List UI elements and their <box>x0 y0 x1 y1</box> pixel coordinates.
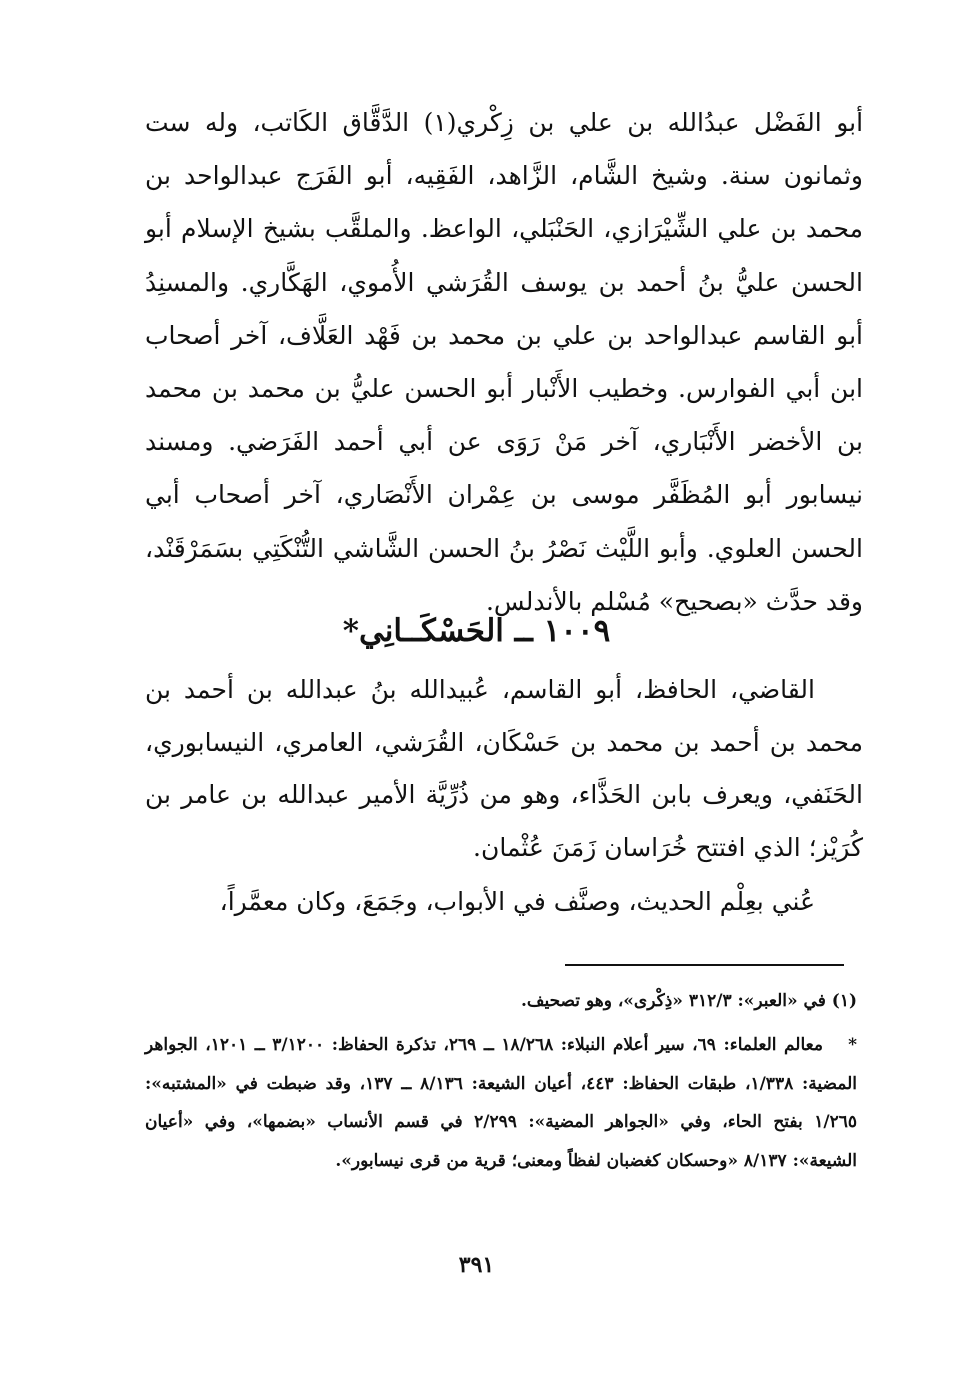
page-number: ٣٩١ <box>458 1252 495 1278</box>
entry-1009-paragraph-2: عُني بعِلْم الحديث، وصنَّف في الأبواب، وجَمَعَ، وكان معمَّراً، <box>219 887 815 916</box>
footnote-separator <box>565 964 844 966</box>
footnote-star-marker: * <box>848 1035 857 1055</box>
entry-1009-body <box>145 664 863 874</box>
footnote-1: (١) في «العبر»: ٣١٢/٣ «ذِكْرى»، وهو تصحيف. <box>520 991 857 1011</box>
entry-1008-tail-paragraph: أبو الفَضْل عبدُالله بن علي بن زِكْري(١) الدَّقَّاق الكَاتب، وله ست وثمانون سنة. وشيخ الشَّام، الزَّاهد، الفَقِيه، أبو الفَرَج عبدالواحد بن محمد بن علي الشِّيْرَازي، الحَنْبَلي، الواعظ. والملقَّب بشيخ الإسلام أبو الحسن عليُّ بنُ أحمد بن يوسف القُرَشي الأُموي، الهَكَّاري. والمسنِدُ أبو القاسم عبدالواحد بن علي بن محمد بن فَهْد العَلَّاف، آخر أصحاب ابن أبي الفوارس. وخطيب الأَنْبار أبو الحسن عليُّ بن محمد بن محمد بن الأخضر الأَنْبَاري، آخر مَنْ رَوَى عن أبي أحمد الفَرَضي. ومسند نيسابور أبو المُظَفَّر موسى بن عِمْران الأَنْصَاري، آخر أصحاب أبي الحسن العلوي. وأبو اللَّيْث نَصْرُ بنُ الحسن الشَّاشي التُّنْكَتِي بسَمَرْقَنْد، وقد حدَّث «بصحيح» مُسْلم بالأندلس. <box>145 108 864 616</box>
entry-1009-paragraph-1: القاضي، الحافظ، أبو القاسم، عُبيدالله بنُ عبدالله بن أحمد بن محمد بن أحمد بن محمد بن حَسْكَان، القُرَشي، العامري، النيسابوري، الحَنَفي، ويعرف بابن الحَذَّاء، وهو من ذُرِّيَّة الأمير عبدالله بن عامر بن كُرَيْز؛ الذي افتتح خُرَاسان زَمَنَ عُثْمان. <box>145 675 863 862</box>
footnote-sources <box>145 1026 857 1180</box>
entry-heading-1009: ١٠٠٩ ــ الحَسْكَــانِي* <box>342 613 611 649</box>
footnote-sources-text: معالم العلماء: ٦٩، سير أعلام النبلاء: ١٨/٢٦٨ ــ ٢٦٩، تذكرة الحفاظ: ٣/١٢٠٠ ــ ١٢٠١، الجواهر المضية: ١/٣٣٨، طبقات الحفاظ: ٤٤٣، أعيان الشيعة: ٨/١٣٦ ــ ١٣٧، وقد ضبطت في «المشتبه»: ١/٢٦٥ بفتح الحاء، وفي «الجواهر المضية»: ٢/٢٩٩ في قسم الأنساب «بضمها»، وفي «أعيان الشيعة»: ٨/١٣٧ «وحسكان كغضبان لفظاً ومعنى؛ قرية من قرى نيسابور». <box>145 1035 857 1171</box>
